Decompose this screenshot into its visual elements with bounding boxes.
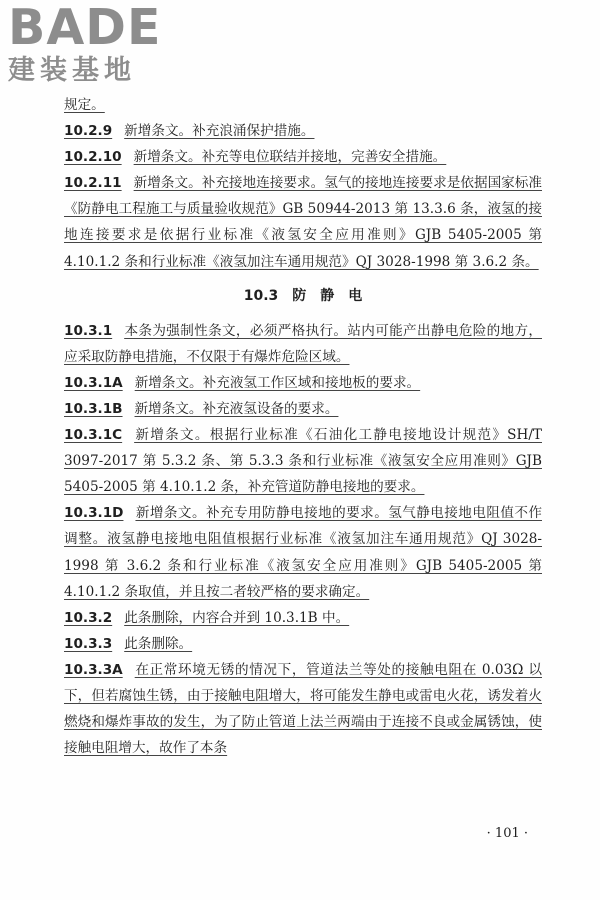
clause-10-3-3	[64, 631, 542, 657]
clause-number: 10.3.3	[64, 635, 113, 652]
clause-text: 新增条文。根据行业标准《石油化工静电接地设计规范》SH/T 3097-2017 第 5.3.2 条、第 5.3.3 条和行业标准《液氢安全应用准则》GJB 5405-2005 第 4.10.1.2 条，补充管道防静电接地的要求。	[64, 427, 542, 496]
clause-number: 10.2.9	[64, 123, 113, 140]
clause-10-3-3a	[64, 657, 542, 761]
clause-number: 10.3.1	[64, 322, 113, 339]
continuation-text: 规定。	[64, 97, 105, 113]
clause-10-2-9	[64, 118, 542, 144]
clause-10-3-2	[64, 605, 542, 631]
clause-number: 10.3.1C	[64, 427, 123, 444]
clause-text: 新增条文。补充浪涌保护措施。	[124, 123, 315, 140]
clause-text: 此条删除。	[124, 635, 193, 652]
clause-number: 10.3.1A	[64, 374, 123, 391]
clause-text: 本条为强制性条文，必须严格执行。站内可能产出静电危险的地方，应采取防静电措施，不仅限于有爆炸危险区域。	[64, 322, 542, 365]
bade-logo	[8, 2, 161, 86]
clause-10-3-1b	[64, 396, 542, 422]
clause-text: 新增条文。补充等电位联结并接地，完善安全措施。	[133, 149, 447, 166]
clause-number: 10.3.1D	[64, 505, 124, 522]
clause-10-3-1a	[64, 370, 542, 396]
clause-10-3-1c	[64, 422, 542, 500]
clause-number: 10.2.11	[64, 175, 122, 192]
clause-10-3-1d	[64, 500, 542, 604]
clause-number: 10.3.3A	[64, 661, 123, 678]
clause-10-3-1	[64, 318, 542, 370]
clause-text: 新增条文。补充专用防静电接地的要求。氢气静电接地电阻值不作调整。液氢静电接地电阻值根据行业标准《液氢加注车通用规范》QJ 3028-1998 第 3.6.2 条和行业标准《液氢安全应用准则》GJB 5405-2005 第 4.10.1.2 条取值，并且按二者较严格的要求确定。	[64, 505, 542, 600]
clause-text: 新增条文。补充液氢工作区域和接地板的要求。	[134, 374, 421, 391]
clause-10-2-10	[64, 144, 542, 170]
clause-number: 10.3.2	[64, 609, 113, 626]
logo-chinese-text: 建装基地	[8, 55, 136, 86]
clause-number: 10.3.1B	[64, 400, 123, 417]
clause-10-2-11	[64, 170, 542, 274]
clause-text: 在正常环境无锈的情况下，管道法兰等处的接触电阻在 0.03Ω 以下，但若腐蚀生锈，由于接触电阻增大，将可能发生静电或雷电火花，诱发着火燃烧和爆炸事故的发生，为了防止管道上法兰两端由于连接不良或金属锈蚀，使接触电阻增大，故作了本条	[64, 661, 542, 757]
page-number: · 101 ·	[486, 826, 528, 841]
section-heading: 10.3 防 静 电	[243, 287, 363, 304]
clause-text: 此条删除，内容合并到 10.3.1B 中。	[124, 609, 350, 626]
clause-text: 新增条文。补充接地连接要求。氢气的接地连接要求是依据国家标准《防静电工程施工与质量验收规范》GB 50944-2013 第 13.3.6 条，液氢的接地连接要求是依据行业标准《液氢安全应用准则》GJB 5405-2005 第 4.10.1.2 条和行业标准《液氢加注车通用规范》QJ 3028-1998 第 3.6.2 条。	[64, 175, 542, 270]
document-body	[64, 92, 542, 761]
logo-latin-text: BADE	[8, 0, 162, 56]
clause-number: 10.2.10	[64, 149, 122, 166]
clause-text: 新增条文。补充液氢设备的要求。	[134, 400, 339, 417]
